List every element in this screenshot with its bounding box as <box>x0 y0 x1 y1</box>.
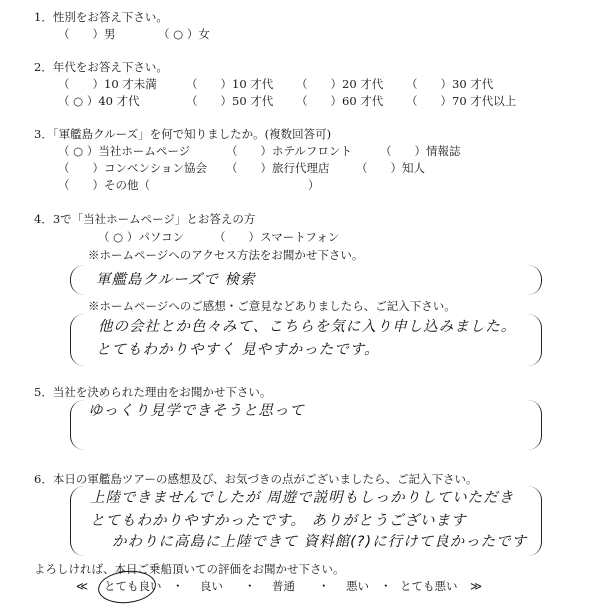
q3-option-hotel-front[interactable]: （ ）ホテルフロント <box>226 144 352 158</box>
q2-option-under10[interactable]: （ ）10 才未満 <box>58 77 157 91</box>
q3-option-acquaintance[interactable]: （ ）知人 <box>356 161 425 175</box>
q4-access-prompt: ※ホームページへのアクセス方法をお聞かせ下さい。 <box>88 248 364 262</box>
rating-open-bracket: ≪ <box>76 579 89 593</box>
rating-prompt: よろしければ、本日ご乗船頂いての評価をお聞かせ下さい。 <box>34 562 345 576</box>
q4-option-smartphone[interactable]: （ ）スマートフォン <box>214 230 340 244</box>
q4-title: 4．3で「当社ホームページ」とお答えの方 <box>34 212 256 226</box>
q2-option-60s[interactable]: （ ）60 才代 <box>296 94 384 108</box>
q1-title: 1．性別をお答え下さい。 <box>34 10 168 24</box>
rating-option-normal[interactable]: 普通 <box>272 579 295 593</box>
q3-title: 3．「軍艦島クルーズ」を何で知りましたか。(複数回答可) <box>34 127 332 141</box>
q4-impression-answer-line: とてもわかりやすく 見やすかったです。 <box>96 342 380 358</box>
q3-option-other[interactable]: （ ）その他（ <box>58 178 150 192</box>
q2-option-30s[interactable]: （ ）30 才代 <box>406 77 494 91</box>
q3-option-travel-agent[interactable]: （ ）旅行代理店 <box>226 161 330 175</box>
q4-impression-prompt: ※ホームページへのご感想・ご意見などありましたら、ご記入下さい。 <box>88 299 456 313</box>
q6-answer-line: 上陸できませんでしたが 周遊で説明もしっかりしていただき <box>90 490 515 506</box>
q4-impression-answer-line: 他の会社とか色々みて、こちらを気に入り申し込みました。 <box>98 319 517 335</box>
q3-option-homepage[interactable]: （ ○ ）当社ホームページ <box>58 144 191 158</box>
q2-option-70plus[interactable]: （ ）70 才代以上 <box>406 94 517 108</box>
rating-separator: ・ <box>172 579 184 593</box>
rating-separator: ・ <box>318 579 330 593</box>
q2-option-50s[interactable]: （ ）50 才代 <box>186 94 274 108</box>
rating-option-bad[interactable]: 悪い <box>346 579 369 593</box>
q2-option-20s[interactable]: （ ）20 才代 <box>296 77 384 91</box>
q6-answer-line: かわりに高島に上陸できて 資料館(?)に行けて良かったです <box>112 534 528 550</box>
rating-option-good[interactable]: 良い <box>200 579 223 593</box>
q3-option-convention[interactable]: （ ）コンベンション協会 <box>58 161 207 175</box>
q2-option-10s[interactable]: （ ）10 才代 <box>186 77 274 91</box>
q4-option-pc[interactable]: （ ○ ）パソコン <box>98 230 185 244</box>
q6-answer-line: とてもわかりやすかったです。 ありがとうございます <box>90 513 467 529</box>
q5-title: 5．当社を決められた理由をお聞かせ下さい。 <box>34 385 272 399</box>
rating-separator: ・ <box>380 579 392 593</box>
q6-title: 6．本日の軍艦島ツアーの感想及び、お気づきの点がございましたら、ご記入下さい。 <box>34 472 478 486</box>
rating-separator: ・ <box>244 579 256 593</box>
rating-option-very-bad[interactable]: とても悪い <box>400 579 458 593</box>
q1-option-female[interactable]: （ ○ ）女 <box>158 27 210 41</box>
rating-close-bracket: ≫ <box>470 579 483 593</box>
q2-option-40s[interactable]: （ ○ ）40 才代 <box>58 94 140 108</box>
q3-other-close-paren: ） <box>308 178 320 192</box>
q1-option-male[interactable]: （ ）男 <box>58 27 116 41</box>
q5-answer: ゆっくり見学できそうと思って <box>88 403 305 419</box>
q3-option-magazine[interactable]: （ ）情報誌 <box>380 144 461 158</box>
rating-option-very-good[interactable]: とても良い <box>104 579 162 593</box>
q4-access-answer: 軍艦島クルーズで 検索 <box>96 272 256 288</box>
q2-title: 2．年代をお答え下さい。 <box>34 60 168 74</box>
